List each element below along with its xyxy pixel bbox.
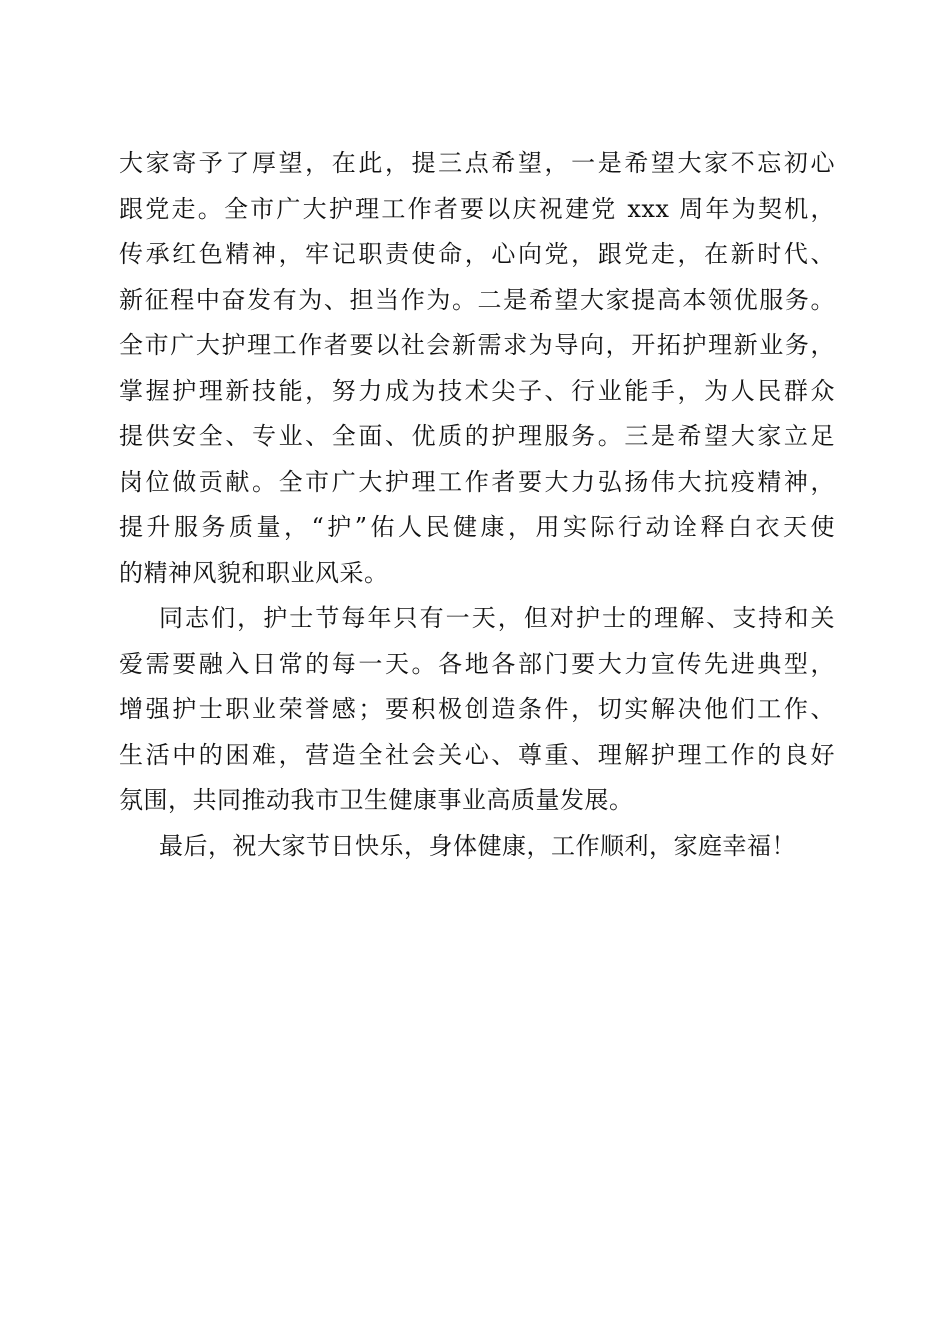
text-line: 的精神风貌和职业风采。 bbox=[119, 558, 389, 587]
document-body bbox=[119, 141, 835, 869]
text-line: 生活中的困难，营造全社会关心、尊重、理解护理工作的良好 bbox=[119, 740, 835, 769]
text-line: 爱需要融入日常的每一天。各地各部门要大力宣传先进典型， bbox=[119, 649, 835, 678]
text-line: 最后，祝大家节日快乐，身体健康，工作顺利，家庭幸福！ bbox=[159, 831, 796, 860]
text-line: 传承红色精神，牢记职责使命，心向党，跟党走，在新时代、 bbox=[119, 240, 835, 268]
paragraph-closing bbox=[119, 824, 835, 870]
paragraph-comrades bbox=[119, 596, 835, 824]
text-line: 跟党走。全市广大护理工作者要以庆祝建党 xxx 周年为契机， bbox=[119, 194, 835, 223]
text-line: 新征程中奋发有为、担当作为。二是希望大家提高本领优服务。 bbox=[119, 285, 835, 314]
text-line: 提供安全、专业、全面、优质的护理服务。三是希望大家立足 bbox=[119, 422, 835, 450]
text-line: 岗位做贡献。全市广大护理工作者要大力弘扬伟大抗疫精神， bbox=[119, 467, 835, 496]
text-line: 全市广大护理工作者要以社会新需求为导向，开拓护理新业务， bbox=[119, 331, 835, 359]
paragraph-hopes bbox=[119, 141, 835, 596]
text-line: 掌握护理新技能，努力成为技术尖子、行业能手，为人民群众 bbox=[119, 376, 835, 405]
text-line: 增强护士职业荣誉感；要积极创造条件，切实解决他们工作、 bbox=[119, 695, 835, 723]
text-line: 同志们，护士节每年只有一天，但对护士的理解、支持和关 bbox=[159, 604, 835, 632]
text-line: 氛围，共同推动我市卫生健康事业高质量发展。 bbox=[119, 786, 634, 814]
text-line: 提升服务质量，“护”佑人民健康，用实际行动诠释白衣天使 bbox=[119, 513, 835, 541]
text-line: 大家寄予了厚望，在此，提三点希望，一是希望大家不忘初心 bbox=[119, 149, 835, 177]
